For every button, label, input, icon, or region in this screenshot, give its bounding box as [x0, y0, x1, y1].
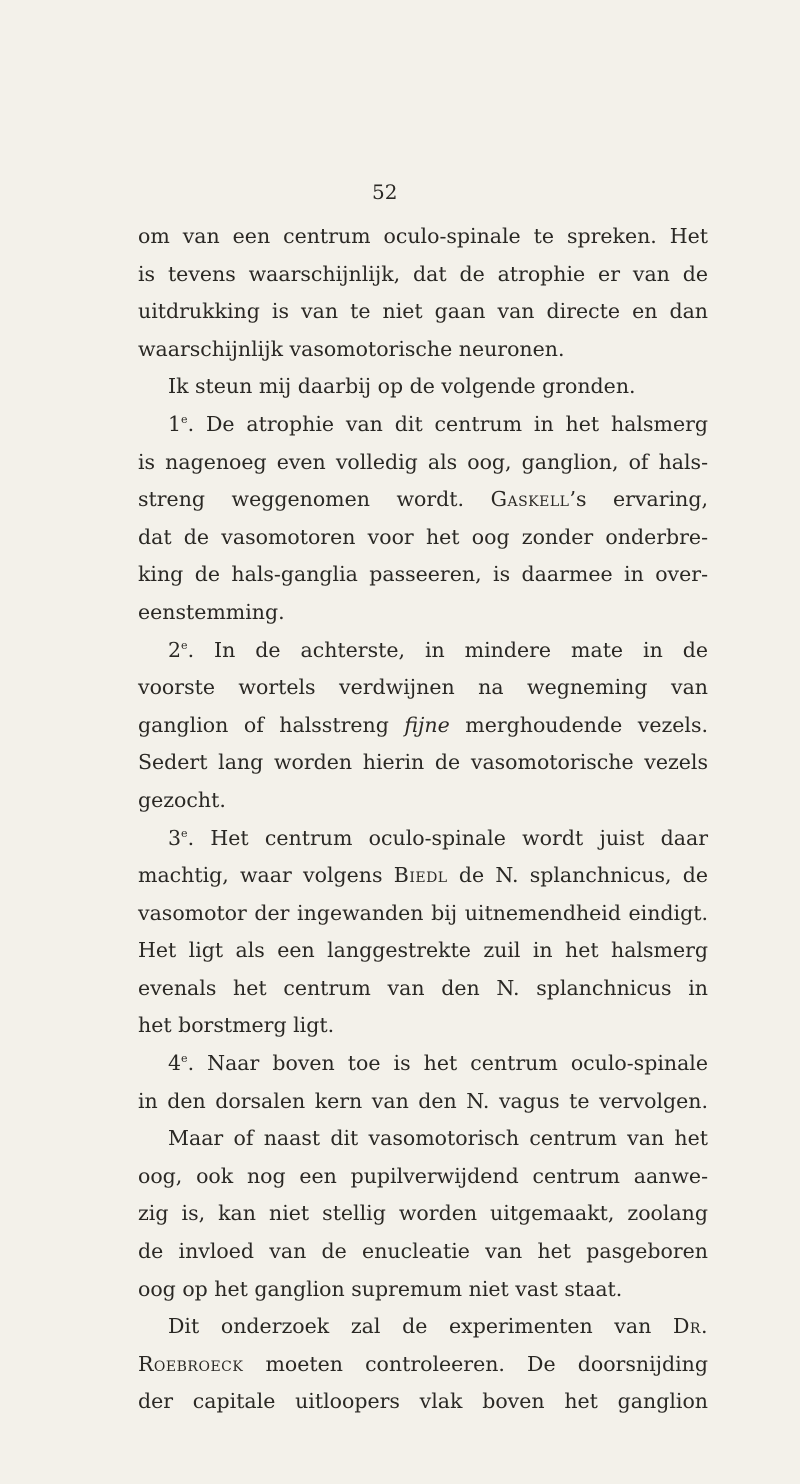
text-line: gezocht. — [138, 787, 226, 812]
numbered-point-3: 3e. Het centrum oculo-spinale wordt juist daar — [168, 825, 708, 850]
text-line: machtig, waar volgens Biedl de N. splanchnicus, de — [138, 863, 708, 888]
text-line: het borstmerg ligt. — [138, 1013, 335, 1038]
text-line: evenals het centrum van den N. splanchnicus in — [138, 975, 708, 1000]
text-line: king de hals-ganglia passeeren, is daarmee in over- — [138, 562, 708, 587]
text-line: voorste wortels verdwijnen na wegneming van — [138, 675, 708, 700]
author-title: Dr. — [673, 1314, 708, 1339]
text-line: der capitale uitloopers vlak boven het ganglion — [138, 1389, 708, 1414]
text-line: zig is, kan niet stellig worden uitgemaakt, zoolang — [138, 1201, 708, 1226]
numbered-point-1: 1e. De atrophie van dit centrum in het halsmerg — [168, 411, 708, 436]
text-line: Sedert lang worden hierin de vasomotorische vezels — [138, 750, 708, 775]
numbered-point-4: 4e. Naar boven toe is het centrum oculo-spinale — [168, 1051, 708, 1076]
text-line: in den dorsalen kern van den N. vagus te vervolgen. — [138, 1088, 708, 1113]
text-line: streng weggenomen wordt. Gaskell’s ervaring, — [138, 487, 708, 512]
text-line: waarschijnlijk vasomotorische neuronen. — [138, 336, 565, 361]
text-line: de invloed van de enucleatie van het pasgeboren — [138, 1239, 708, 1264]
text-line: Maar of naast dit vasomotorisch centrum van het — [168, 1126, 708, 1151]
text-line: vasomotor der ingewanden bij uitnemendheid eindigt. — [138, 900, 708, 925]
text-line: ganglion of halsstreng fijne merghoudende vezels. — [138, 712, 708, 737]
text-line: om van een centrum oculo-spinale te spreken. Het — [138, 224, 708, 248]
numbered-point-2: 2e. In de achterste, in mindere mate in de — [168, 637, 708, 662]
emphasis: fijne — [404, 712, 450, 737]
page-number: 52 — [372, 180, 398, 204]
author-name: Gaskell — [490, 487, 570, 512]
text-line: is nagenoeg even volledig als oog, ganglion, of hals- — [138, 449, 708, 474]
text-line: Ik steun mij daarbij op de volgende gronden. — [168, 374, 636, 399]
text-line: oog, ook nog een pupilverwijdend centrum aanwe- — [138, 1163, 708, 1188]
text-line: dat de vasomotoren voor het oog zonder onderbre- — [138, 524, 708, 549]
text-line: oog op het ganglion supremum niet vast staat. — [138, 1276, 623, 1301]
text-line: uitdrukking is van te niet gaan van directe en dan — [138, 299, 708, 324]
text-line: eenstemming. — [138, 599, 285, 624]
body-text — [138, 218, 708, 1421]
author-name: Roebroeck — [138, 1351, 244, 1376]
text-line: Het ligt als een langgestrekte zuil in het halsmerg — [138, 938, 708, 963]
text-line: Roebroeck moeten controleeren. De doorsnijding — [138, 1351, 708, 1376]
text-line: Dit onderzoek zal de experimenten van Dr. — [168, 1314, 708, 1339]
text-line: is tevens waarschijnlijk, dat de atrophie er van de — [138, 261, 708, 286]
author-name: Biedl — [393, 863, 448, 888]
